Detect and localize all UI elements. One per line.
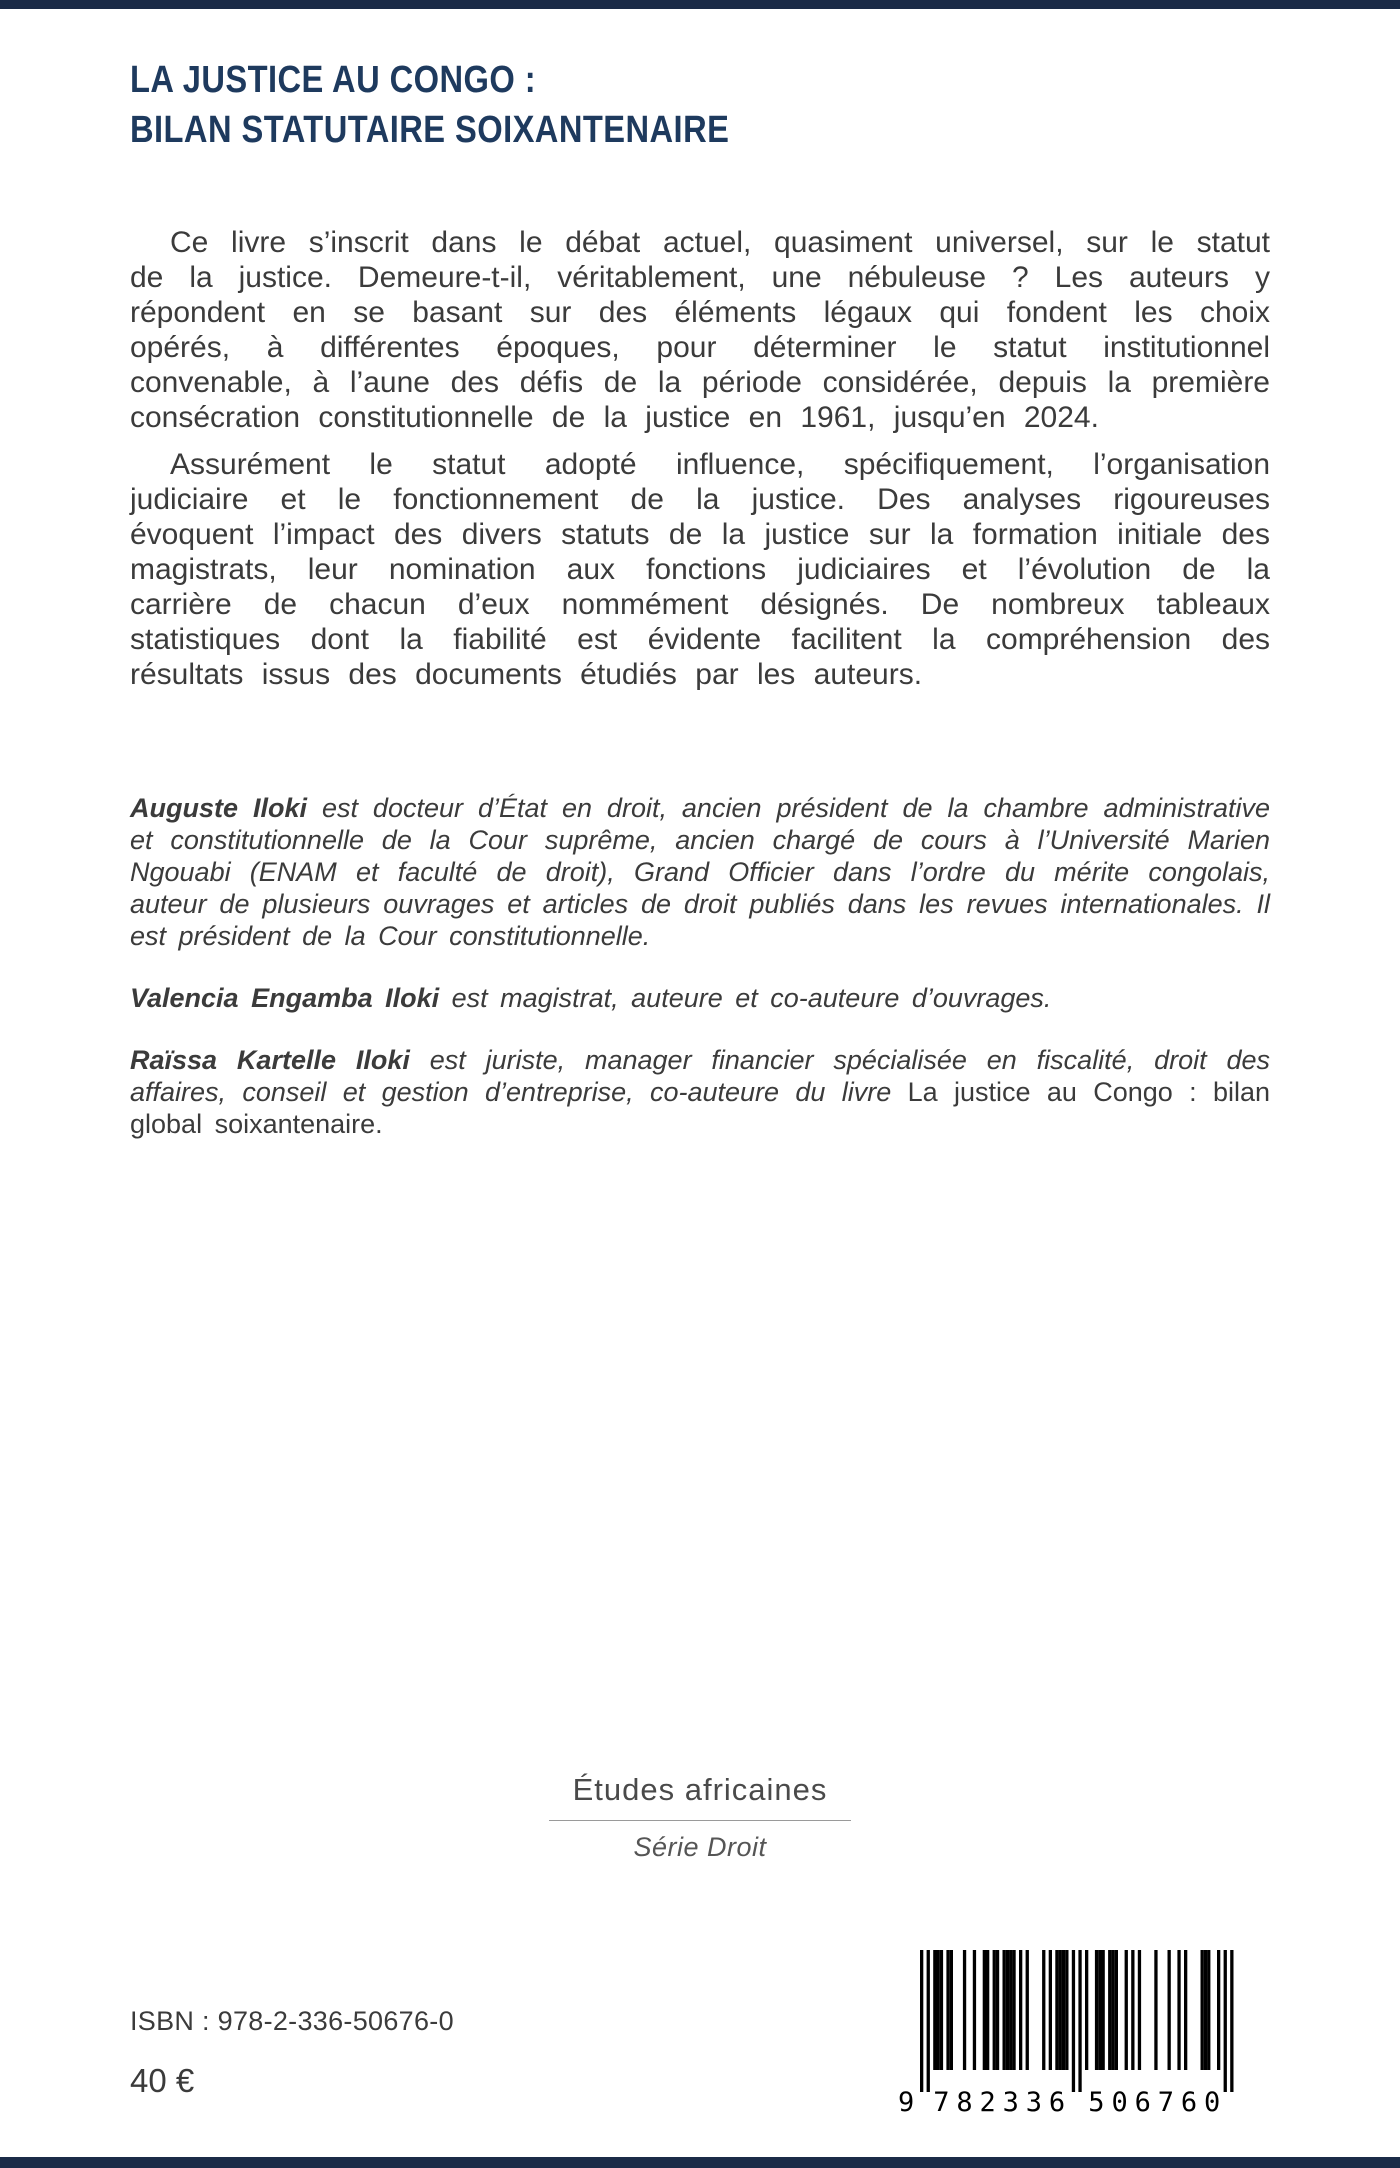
- cover-content: [130, 0, 1270, 1140]
- author-bio-raissa-kartelle-iloki: [130, 1044, 1270, 1140]
- book-title: [130, 55, 1110, 155]
- book-title-line2: BILAN STATUTAIRE SOIXANTENAIRE: [130, 109, 730, 151]
- author-bio-text: est juriste, manager financier spécialisée en fiscalité, droit des affaires, conseil et gestion d’entreprise, co-auteure du livre: [130, 1045, 1270, 1107]
- synopsis-paragraph-2: Assurément le statut adopté influence, spécifiquement, l’organisation judiciaire et le fonctionnement de la justice. Des analyses rigoureuses évoquent l’impact des divers statuts de la justice sur la formation initiale des magistrats, leur nomination aux fonctions judiciaires et l’évolution de la carrière de chacun d’eux nommément désignés. De nombreux tableaux statistiques dont la fiabilité est évidente facilitent la compréhension des résultats issus des documents étudiés par les auteurs.: [130, 448, 1270, 691]
- referenced-book-title: La justice au Congo : bilan global soixantenaire.: [130, 1077, 1270, 1139]
- synopsis-paragraph-1: Ce livre s’inscrit dans le débat actuel, quasiment universel, sur le statut de la justice. Demeure-t-il, véritablement, une nébuleuse ? Les auteurs y répondent en se basant sur des éléments légaux qui fondent les choix opérés, à différentes époques, pour déterminer le statut institutionnel convenable, à l’aune des défis de la période considérée, depuis la première consécration constitutionnelle de la justice en 1961, jusqu’en 2024.: [130, 226, 1270, 434]
- author-bios: [130, 792, 1270, 1140]
- author-name-valencia-engamba-iloki: Valencia Engamba Iloki: [130, 983, 440, 1013]
- collection-name: Études africaines: [549, 1772, 852, 1821]
- svg-text:782336: 782336: [933, 2087, 1066, 2116]
- author-name-auguste-iloki: Auguste Iloki: [130, 793, 307, 823]
- author-bio-text: est magistrat, auteure et co-auteure d’ouvrages.: [439, 983, 1052, 1013]
- collection-block: [0, 1772, 1400, 1863]
- author-bio-valencia-engamba-iloki: [130, 982, 1270, 1014]
- author-bio-text: est docteur d’État en droit, ancien président de la chambre administrative et constitutionnelle de la Cour suprême, ancien chargé de cours à l’Université Marien Ngouabi (ENAM et faculté de droit), Grand Officier dans l’ordre du mérite congolais, auteur de plusieurs ouvrages et articles de droit publiés dans les revues internationales. Il est président de la Cour constitutionnelle.: [130, 793, 1271, 951]
- author-name-raissa-kartelle-iloki: Raïssa Kartelle Iloki: [130, 1045, 410, 1075]
- price-text: 40 €: [130, 2062, 195, 2099]
- author-bio-auguste-iloki: [130, 792, 1270, 952]
- svg-text:9: 9: [898, 2087, 915, 2116]
- svg-text:506760: 506760: [1088, 2087, 1221, 2116]
- isbn-text: ISBN : 978-2-336-50676-0: [130, 2006, 454, 2036]
- bottom-edge-strip: [0, 2157, 1400, 2168]
- book-title-line1: LA JUSTICE AU CONGO :: [130, 59, 537, 101]
- ean13-barcode: [894, 1948, 1254, 2116]
- collection-series: Série Droit: [633, 1832, 767, 1862]
